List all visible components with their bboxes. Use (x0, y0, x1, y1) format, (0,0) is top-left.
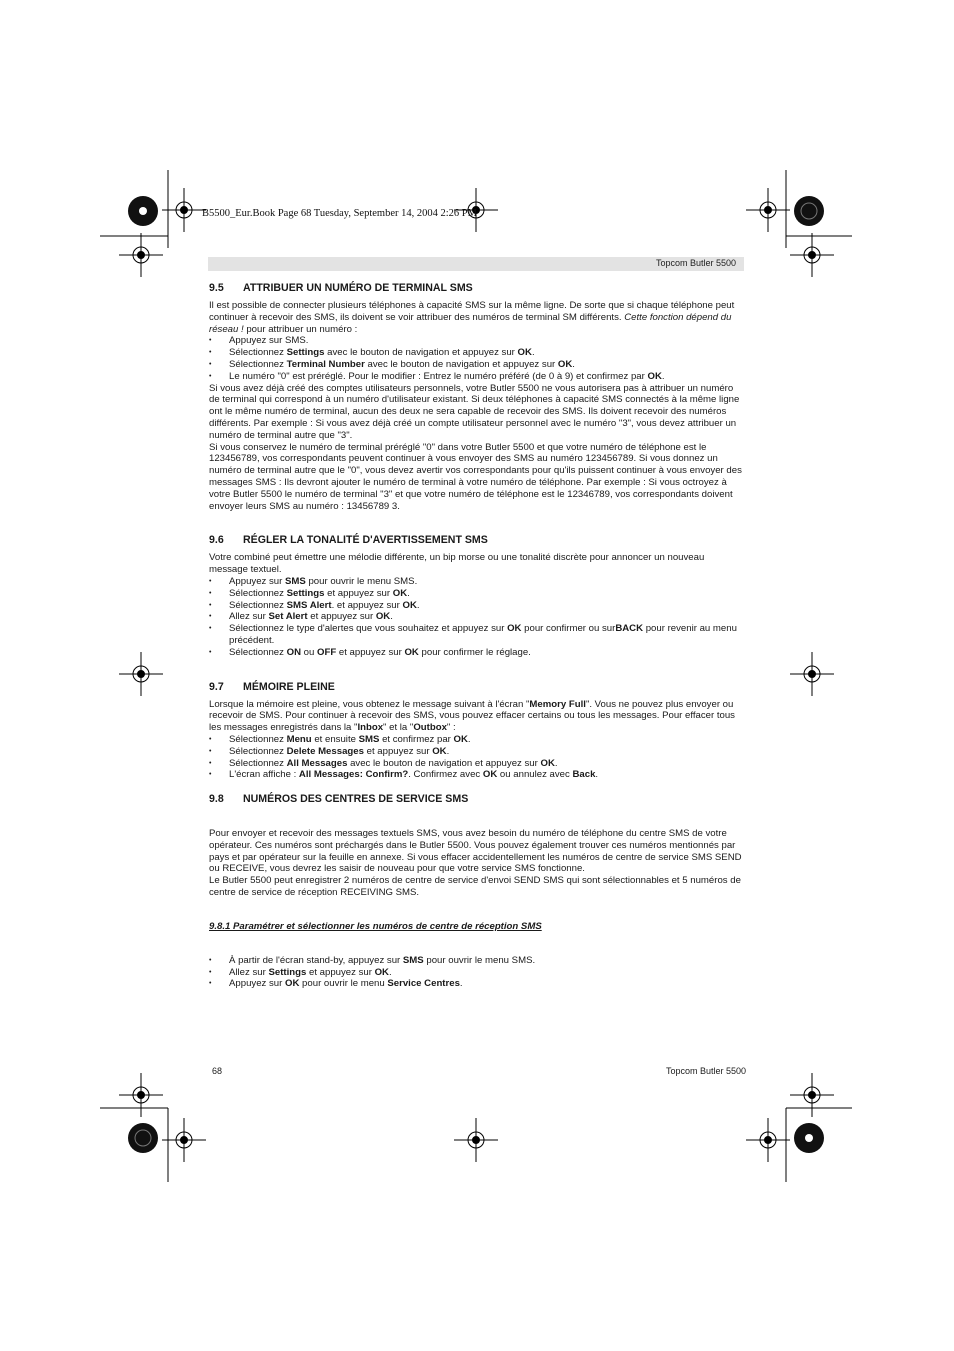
subsection-heading-9-8-1: 9.8.1 Paramétrer et sélectionner les numéros de centre de réception SMS (209, 920, 542, 932)
section-heading-9-6: 9.6 RÉGLER LA TONALITÉ D'AVERTISSEMENT SMS (209, 534, 488, 547)
section-heading-9-5: 9.5 ATTRIBUER UN NUMÉRO DE TERMINAL SMS (209, 282, 473, 294)
target-top-right (794, 196, 824, 226)
list-item: • Sélectionnez SMS Alert. et appuyez sur OK. (209, 600, 743, 612)
book-info: B5500_Eur.Book Page 68 Tuesday, September 14, 2004 2:26 PM (202, 208, 477, 219)
header-bar (208, 257, 744, 271)
list-item: • Sélectionnez Terminal Number avec le bouton de navigation et appuyez sur OK. (209, 359, 743, 371)
paragraph: Il est possible de connecter plusieurs téléphones à capacité SMS sur la même ligne. De sorte que si chaque téléphone peut continuer à recevoir des SMS, ils doivent se voir attribuer des numéros de terminal SM différents. Cette fonction dépend du réseau ! pour attribuer un numéro : (209, 300, 735, 335)
list-item: • Allez sur Set Alert et appuyez sur OK. (209, 611, 743, 623)
bullet-list (209, 734, 743, 781)
target-bottom-left (128, 1123, 158, 1153)
list-item: • Allez sur Settings et appuyez sur OK. (209, 967, 743, 979)
target-bottom-right (794, 1123, 824, 1153)
paragraph: Le Butler 5500 peut enregistrer 2 numéros de centre de service d'envoi SEND SMS qui sont sélectionnables et 5 numéros de centre de service de réception RECEIVING SMS. (209, 875, 741, 899)
paragraph: Votre combiné peut émettre une mélodie différente, un bip morse ou une tonalité discrète pour annoncer un nouveau message textuel. (209, 552, 705, 576)
list-item: • Sélectionnez Delete Messages et appuyez sur OK. (209, 746, 743, 758)
list-item: • Sélectionnez Settings et appuyez sur OK. (209, 588, 743, 600)
list-item: • Le numéro "0" est préréglé. Pour le modifier : Entrez le numéro préféré (de 0 à 9) et confirmez par OK. (209, 371, 743, 383)
paragraph: Lorsque la mémoire est pleine, vous obtenez le message suivant à l'écran "Memory Full". Vous ne pouvez plus envoyer ou recevoir de SMS. Pour continuer à recevoir des SMS, vous pouvez effacer certains ou tous les messages. Pour effacer tous les messages enregistrés dans la "Inbox" et la "Outbox" : (209, 698, 735, 734)
paragraph: Pour envoyer et recevoir des messages textuels SMS, vous avez besoin du numéro de téléphone du centre SMS de votre opérateur. Ces numéros sont préchargés dans le Butler 5500. Vous pouvez également trouver ces numéros mentionnés par pays et par opérateur sur la feuille en annexe. Si vous effacer accidentellement les numéros de centre de service SMS SEND ou RECEIVE, vous devrez les saisir de nouveau pour que votre service SMS fonctionne. (209, 828, 742, 875)
bullet-list (209, 576, 743, 659)
list-item: • Appuyez sur SMS pour ouvrir le menu SMS. (209, 576, 743, 588)
header-title: Topcom Butler 5500 (655, 258, 736, 268)
page-content (209, 282, 743, 990)
list-item: • Sélectionnez Menu et ensuite SMS et confirmez par OK. (209, 734, 743, 746)
list-item: • Sélectionnez Settings avec le bouton de navigation et appuyez sur OK. (209, 347, 743, 359)
paragraph: Si vous conservez le numéro de terminal préréglé "0" dans votre Butler 5500 et que votre numéro de téléphone est le 123456789, vos correspondants peuvent continuer à vous envoyer des SMS au numéro 123456789. Si vous donnez un numéro de terminal autre que le "0", vous devez avertir vos correspondants pour qu'ils puissent continuer à vous envoyer des messages SMS : Ils devront ajouter le numéro de terminal à votre numéro de téléphone. Par exemple : Si vous octroyez à votre Butler 5500 le numéro de terminal "3" et que votre numéro de téléphone est le 12346789, vos correspondants doivent envoyer leurs SMS au numéro : 13456789 3. (209, 441, 742, 512)
list-item: • Sélectionnez ON ou OFF et appuyez sur OK pour confirmer le réglage. (209, 647, 743, 659)
section-heading-9-8: 9.8 NUMÉROS DES CENTRES DE SERVICE SMS (209, 793, 469, 806)
paragraph: Si vous avez déjà créé des comptes utilisateurs personnels, votre Butler 5500 ne vous autorisera pas à attribuer un numéro de terminal qui correspond à un numéro d'utilisateur existant. Si deux téléphones à capacité SMS connectés à la même ligne ont le même numéro de terminal, aucun des deux ne sera capable de recevoir des SMS. Ils doivent recevoir des numéros différents. Par exemple : Si vous avez déjà créé un compte utilisateur personnel avec le numéro "3", vous devez attribuer un numéro de terminal autre que "3". (209, 382, 740, 441)
bullet-list (209, 335, 743, 382)
bullet-list (209, 955, 743, 990)
page-number: 68 (212, 1066, 223, 1076)
list-item: • Appuyez sur OK pour ouvrir le menu Service Centres. (209, 978, 743, 990)
section-heading-9-7: 9.7 MÉMOIRE PLEINE (209, 680, 335, 693)
target-top-left (128, 196, 158, 226)
list-item: • Sélectionnez All Messages avec le bouton de navigation et appuyez sur OK. (209, 758, 743, 770)
list-item: • Appuyez sur SMS. (209, 335, 743, 347)
footer-title: Topcom Butler 5500 (665, 1066, 746, 1076)
list-item: • Sélectionnez le type d'alertes que vous souhaitez et appuyez sur OK pour confirmer ou surBACK pour revenir au menu précédent. (209, 623, 743, 647)
list-item: • L'écran affiche : All Messages: Confirm?. Confirmez avec OK ou annulez avec Back. (209, 769, 743, 781)
list-item: • À partir de l'écran stand-by, appuyez sur SMS pour ouvrir le menu SMS. (209, 955, 743, 967)
